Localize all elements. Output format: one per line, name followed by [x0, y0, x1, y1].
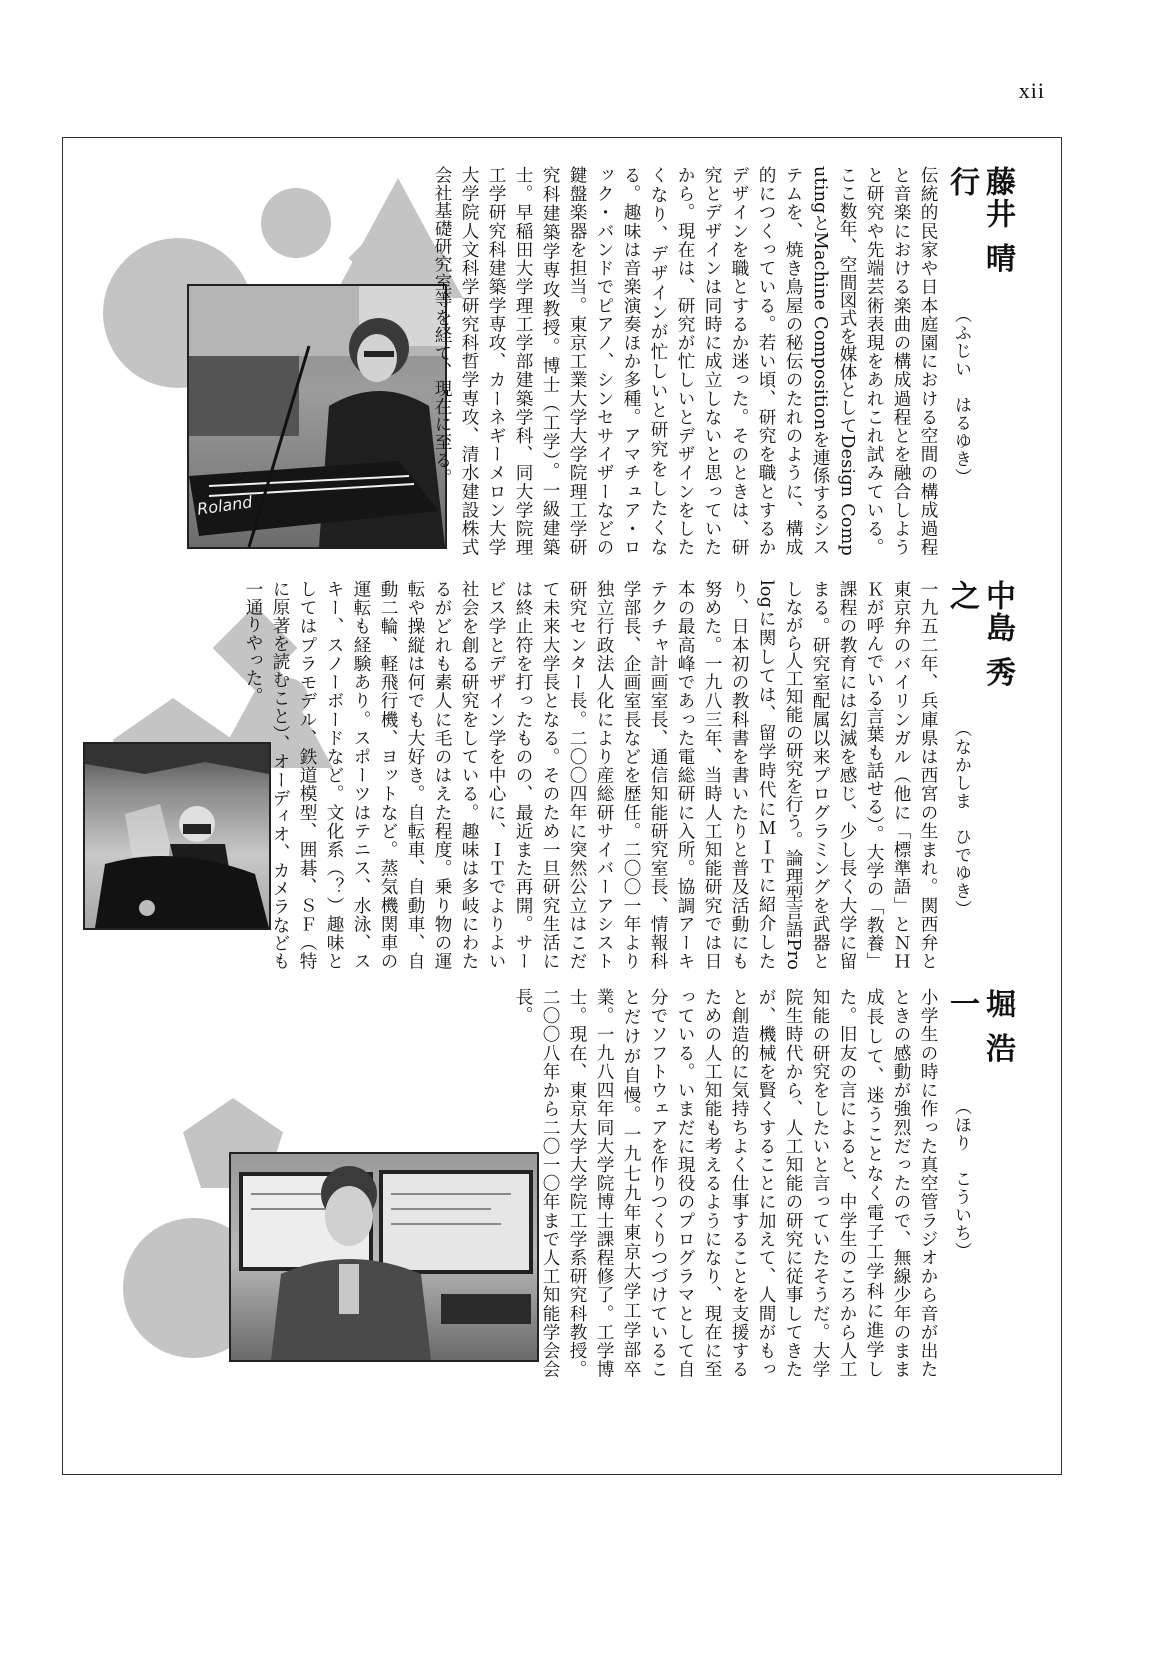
profile-name: 藤井 晴行: [944, 166, 1015, 275]
photo-motorcyclist: [83, 742, 271, 930]
profile-bio: 一九五二年、兵庫県は西宮の生まれ。関西弁と東京弁のバイリンガル（他に「標準語」とＮＨＫが呼んでいる言葉も話せる）。大学の「教養」課程の教育には幻滅を感じ、少し長く大学に留まる。研究室配属以来プログラミングを武器としながら人工知能の研究を行う。論理型言語Prologに関しては、留学時代にＭＩＴに紹介したり、日本初の教科書を書いたりと普及活動にも努めた。一九八三年、当時人工知能研究では日本の最高峰であった電総研に入所。協調アーキテクチャ計画室長、通信知能研究室長、情報科学部長、企画室長などを歴任。二〇〇一年より独立行政法人化により産総研サイバーアシスト研究センター長。二〇〇四年に突然公立はこだて未来大学長となる。そのため一旦研究生活には終止符を打ったものの、最近また再開。サービス学とデザイン学を中心に、ＩＴでよりよい社会を創る研究をしている。趣味は多岐にわたるがどれも素人に毛のはえた程度。乗り物の運転や操縦は何でも大好き。自転車、自動車、自動二輪、軽飛行機、ヨットなど。蒸気機関車の運転も経験あり。スポーツはテニス、水泳、スキー、スノーボードなど。文化系（？）趣味としてはプラモデル、鉄道模型、囲碁、ＳＦ（特に原著を読むこと）、オーディオ、カメラなども一通りやった。: [243, 580, 938, 970]
decor-circle: [261, 188, 331, 258]
photo-keyboard-player: [187, 284, 447, 549]
photo-man-at-computer: [229, 1152, 539, 1362]
profile-reading: （ふじい はるゆき）: [951, 306, 971, 486]
man-at-computer-illustration: [231, 1154, 537, 1360]
page-number: xii: [1018, 78, 1045, 103]
profile-frame: [62, 137, 1062, 1475]
profile-name: 中島 秀之: [944, 580, 1015, 689]
motorcyclist-illustration: [85, 744, 269, 928]
profile-bio: 伝統的民家や日本庭園における空間の構成過程と音楽における楽曲の構成過程とを融合しようと研究や先端芸術表現をあれこれ試みている。ここ数年、空間図式を媒体としてDesign ComputingとMachine Compositionを連係するシステムを、焼き鳥屋の秘伝のたれのように、構成的につくっている。若い頃、研究を職とするかデザインを職とするか迷った。そのときは、研究とデザインは同時に成立しないと思っていたから。現在は、研究が忙しいとデザインをしたくなり、デザインが忙しいと研究をしたくなる。趣味は音楽演奏ほか多種。アマチュア・ロック・バンドでピアノ、シンセサイザーなどの鍵盤楽器を担当。東京工業大学大学院理工学研究科建築学専攻教授。博士（工学）。一級建築士。早稲田大学理工学部建築学科、同大学院理工学研究科建築学専攻、カーネギーメロン大学大学院人文科学研究科哲学専攻、清水建設株式会社基礎研究室等を経て、現在に至る。: [432, 166, 938, 556]
profile-name: 堀 浩一: [944, 988, 1015, 1065]
keyboard-brand-label: Roland: [195, 492, 254, 519]
profile-bio: 小学生の時に作った真空管ラジオから音が出たときの感動が強烈だったので、無線少年のまま成長して、迷うことなく電子工学科に進学した。旧友の言によると、中学生のころから人工知能の研究をしたいと言っていたそうだ。大学院生時代から、人工知能の研究に従事してきたが、機械を賢くすることに加えて、人間がもっと創造的に気持ちよく仕事することを支援するための人工知能も考えるようになり、現在に至っている。いまだに現役のプログラマとして自分でソフトウェアを作りつくりつづけていることだけが自慢。一九七九年東京大学工学部卒業。一九八四年同大学院博士課程修了。工学博士。現在、東京大学大学院工学系研究科教授。二〇〇八年から二〇一〇年まで人工知能学会会長。: [513, 988, 938, 1378]
profile-reading: （なかしま ひでゆき）: [951, 720, 971, 918]
profile-reading: （ほり こういち）: [951, 1098, 971, 1260]
